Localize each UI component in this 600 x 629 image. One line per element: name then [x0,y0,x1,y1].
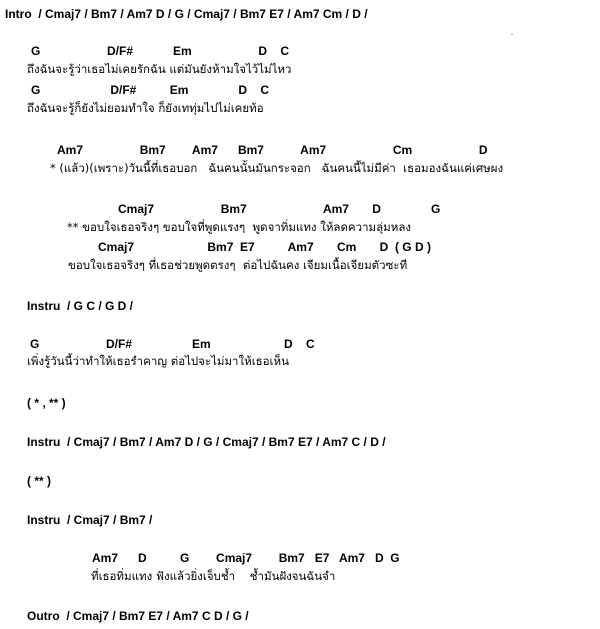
intro-line: Intro / Cmaj7 / Bm7 / Am7 D / G / Cmaj7 / Bm7 E7 / Am7 Cm / D / [5,7,368,21]
chorus2-lyric: ขอบใจเธอจริงๆ ที่เธอช่วยพูดตรงๆ ต่อไปฉันคง เจียมเนื้อเจียมตัวซะที [68,258,408,272]
instru2-line: Instru / Cmaj7 / Bm7 / Am7 D / G / Cmaj7 / Bm7 E7 / Am7 C / D / [27,435,386,449]
verse3-chords: G D/F# Em D C [30,337,315,351]
instru1-line: Instru / G C / G D / [27,299,134,313]
verse2-lyric: ถึงฉันจะรู้ก็ยังไม่ยอมทำใจ ก็ยังเททุ่มไปไม่เคยท้อ [27,101,264,115]
verse2-chords: G D/F# Em D C [31,83,270,97]
chorus1-lyric: ** ขอบใจเธอจริงๆ ขอบใจที่พูดแรงๆ พูดจาทิ่มแทง ให้ลดความลุ่มหลง [67,220,411,234]
repeat1-line: ( * , ** ) [27,396,66,410]
outro-line: Outro / Cmaj7 / Bm7 E7 / Am7 C D / G / [27,609,249,623]
ending-lyric: ที่เธอทิ่มแทง ฟังแล้วยิ่งเจ็บช้ำ ช้ำมันฝังจนฉันจำ [91,569,336,583]
scan-speck [511,33,513,35]
verse1-chords: G D/F# Em D C [31,44,290,58]
verse3-lyric: เพิ่งรู้วันนี้ว่าทำให้เธอรำคาญ ต่อไปจะไม่มาให้เธอเห็น [27,354,289,368]
prechorus-chords: Am7 Bm7 Am7 Bm7 Am7 Cm D [57,143,488,157]
verse1-lyric: ถึงฉันจะรู้ว่าเธอไม่เคยรักฉัน แต่มันยังห้ามใจไว้ไม่ไหว [27,62,292,76]
ending-chords: Am7 D G Cmaj7 Bm7 E7 Am7 D G [92,551,400,565]
repeat2-line: ( ** ) [27,474,51,488]
prechorus-lyric: * (แล้ว)(เพราะ)วันนี้ที่เธอบอก ฉันคนนั้นมันกระจอก ฉันคนนี้ไม่มีค่า เธอมองฉันแค่เศษผง [50,161,504,175]
chorus1-chords: Cmaj7 Bm7 Am7 D G [118,202,441,216]
chorus2-chords: Cmaj7 Bm7 E7 Am7 Cm D ( G D ) [98,240,431,254]
instru3-line: Instru / Cmaj7 / Bm7 / [27,513,153,527]
